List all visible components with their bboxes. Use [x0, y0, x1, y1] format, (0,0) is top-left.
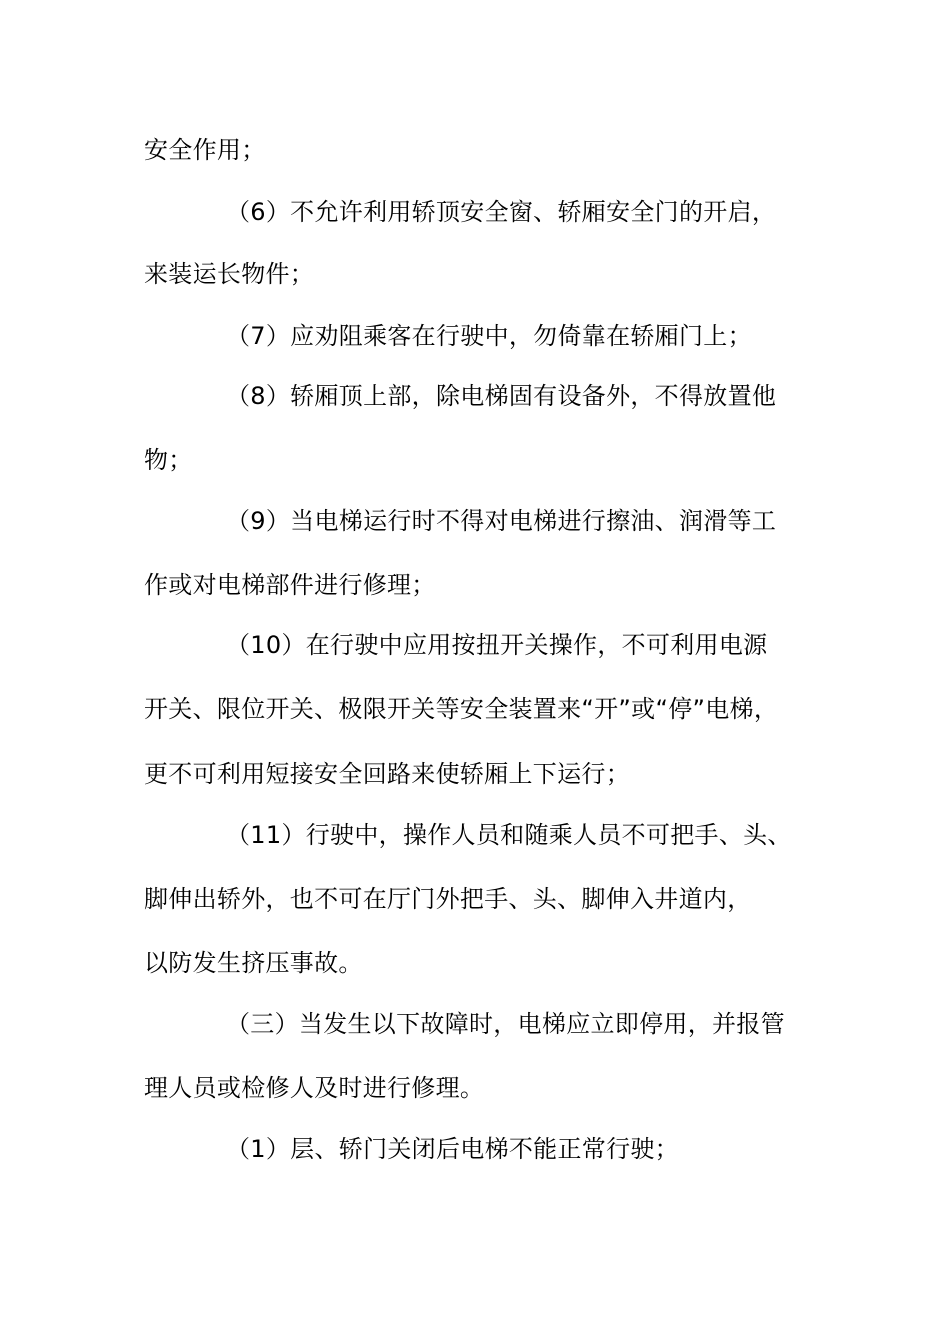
list-item-11: （11）行驶中，操作人员和随乘人员不可把手、头、	[226, 821, 792, 849]
list-item-1: （1）层、轿门关闭后电梯不能正常行驶；	[226, 1135, 679, 1163]
list-item-9: （9）当电梯运行时不得对电梯进行擦油、润滑等工	[226, 507, 777, 535]
text-line: 安全作用；	[144, 136, 266, 164]
text-line: 开关、限位开关、极限开关等安全装置来“开”或“停”电梯，	[144, 695, 779, 723]
list-item-7: （7）应劝阻乘客在行驶中，勿倚靠在轿厢门上；	[226, 322, 752, 350]
text-line: 脚伸出轿外，也不可在厅门外把手、头、脚伸入井道内，	[144, 885, 752, 913]
text-line: 作或对电梯部件进行修理；	[144, 571, 436, 599]
list-item-6: （6）不允许利用轿顶安全窗、轿厢安全门的开启，	[226, 198, 777, 226]
list-item-8: （8）轿厢顶上部，除电梯固有设备外，不得放置他	[226, 382, 777, 410]
section-three-heading: （三）当发生以下故障时，电梯应立即停用，并报管	[226, 1010, 785, 1038]
text-line: 以防发生挤压事故。	[144, 949, 363, 977]
list-item-10: （10）在行驶中应用按扭开关操作，不可利用电源	[226, 631, 768, 659]
text-line: 理人员或检修人及时进行修理。	[144, 1074, 485, 1102]
text-line: 更不可利用短接安全回路来使轿厢上下运行；	[144, 760, 630, 788]
text-line: 物；	[144, 446, 193, 474]
text-line: 来装运长物件；	[144, 260, 315, 288]
